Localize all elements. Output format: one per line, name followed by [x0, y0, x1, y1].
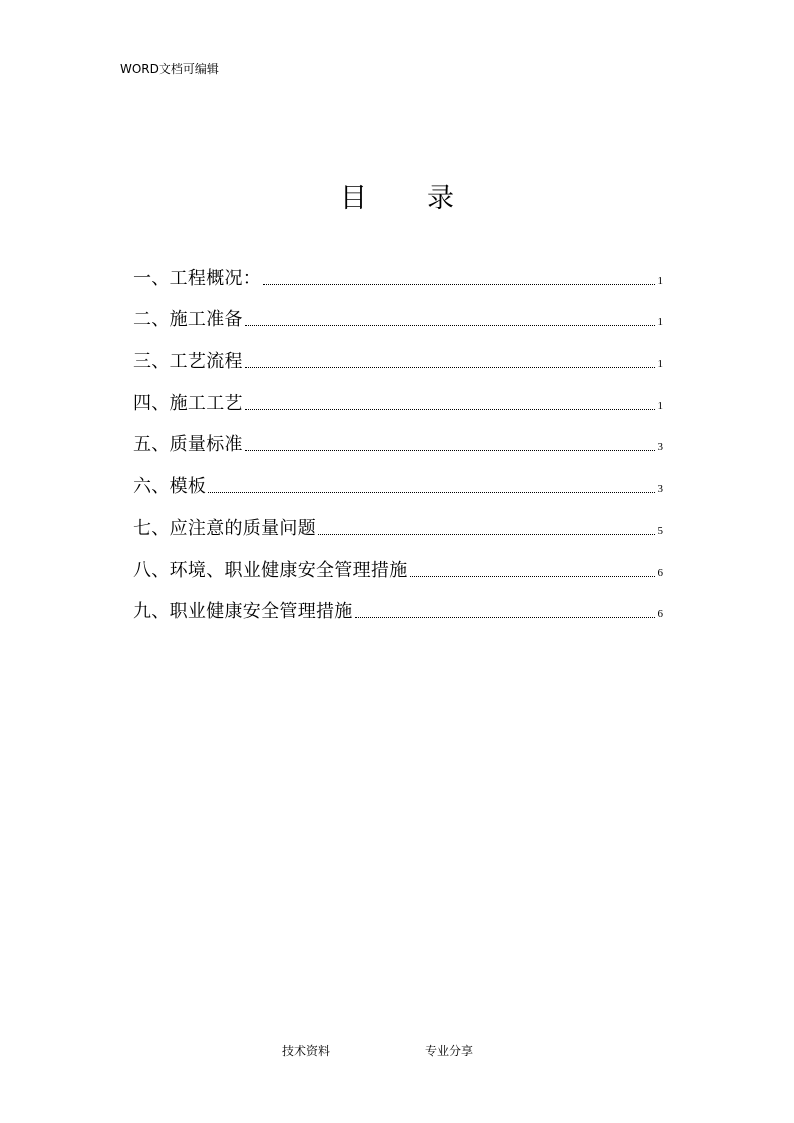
- toc-dot-leader: [245, 450, 655, 451]
- toc-dot-leader: [245, 325, 655, 326]
- toc-entry[interactable]: [133, 331, 663, 373]
- toc-title: [0, 176, 794, 215]
- toc-entry-page: 1: [657, 358, 663, 371]
- toc-entry[interactable]: [133, 290, 663, 332]
- table-of-contents: [133, 248, 663, 623]
- toc-entry-label: 八、环境、职业健康安全管理措施: [133, 559, 408, 581]
- toc-dot-leader: [355, 617, 655, 618]
- toc-entry-label: 一、工程概况：: [133, 267, 262, 289]
- toc-dot-leader: [245, 367, 655, 368]
- toc-entry-label: 二、施工准备: [133, 309, 243, 331]
- footer-right-text: 专业分享: [425, 1044, 474, 1058]
- toc-entry-page: 5: [657, 524, 663, 537]
- toc-dot-leader: [318, 534, 655, 535]
- toc-entry-label: 五、质量标准: [133, 434, 243, 456]
- toc-entry[interactable]: [133, 540, 663, 582]
- toc-entry[interactable]: [133, 373, 663, 415]
- toc-entry-page: 6: [657, 608, 663, 621]
- toc-entry-label: 三、工艺流程: [133, 351, 243, 373]
- toc-entry-page: 1: [657, 399, 663, 412]
- toc-entry-page: 6: [657, 566, 663, 579]
- toc-entry-page: 3: [657, 441, 663, 454]
- toc-entry[interactable]: [133, 498, 663, 540]
- toc-entry-page: 1: [657, 316, 663, 329]
- toc-entry-page: 3: [657, 483, 663, 496]
- toc-dot-leader: [208, 492, 655, 493]
- toc-dot-leader: [245, 409, 655, 410]
- toc-entry-label: 七、应注意的质量问题: [133, 517, 316, 539]
- toc-dot-leader: [263, 284, 655, 285]
- toc-title-char-2: 录: [427, 183, 454, 214]
- toc-dot-leader: [410, 576, 656, 577]
- toc-entry-label: 九、职业健康安全管理措施: [133, 601, 353, 623]
- toc-entry[interactable]: [133, 248, 663, 290]
- toc-entry-label: 四、施工工艺: [133, 392, 243, 414]
- toc-entry-label: 六、模板: [133, 476, 207, 498]
- page-header: WORD文档可编辑: [120, 62, 219, 76]
- toc-entry[interactable]: [133, 456, 663, 498]
- footer-left-text: 技术资料: [282, 1044, 331, 1058]
- toc-entry[interactable]: [133, 582, 663, 624]
- toc-entry-page: 1: [657, 274, 663, 287]
- toc-entry[interactable]: [133, 415, 663, 457]
- toc-title-char-1: 目: [340, 183, 367, 214]
